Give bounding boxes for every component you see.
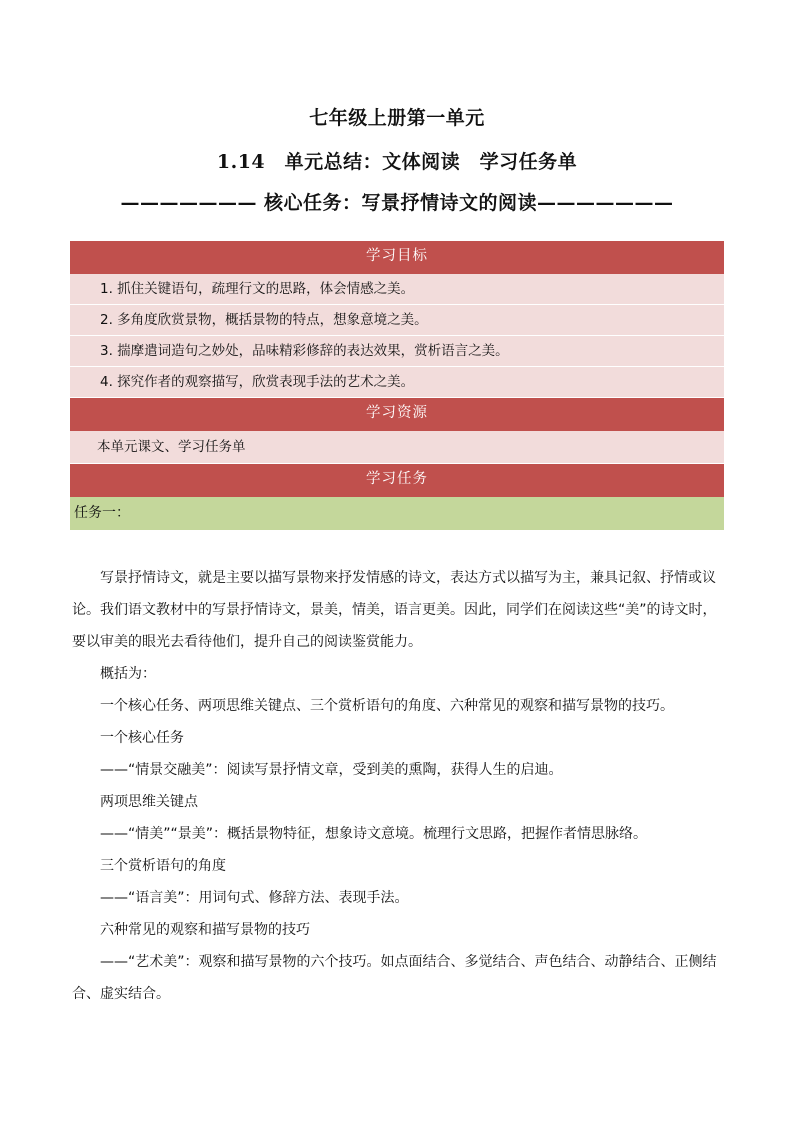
summary-label: 概括为： xyxy=(100,666,156,682)
point-heading: 两项思维关键点 xyxy=(100,794,198,810)
point-detail: ——“艺术美”：观察和描写景物的六个技巧。如点面结合、多觉结合、声色结合、动静结合、正侧结合、虚实结合。 xyxy=(72,954,717,1002)
core-task-title: ——————— 核心任务：写景抒情诗文的阅读——————— xyxy=(120,192,674,214)
unit-title: 七年级上册第一单元 xyxy=(309,107,485,129)
tasks-heading: 学习任务 xyxy=(70,464,724,497)
point-heading: 三个赏析语句的角度 xyxy=(100,858,226,874)
point-detail: ——“语言美”：用词句式、修辞方法、表现手法。 xyxy=(100,890,409,906)
summary-text: 一个核心任务、两项思维关键点、三个赏析语句的角度、六种常见的观察和描写景物的技巧。 xyxy=(100,698,674,714)
goals-heading: 学习目标 xyxy=(70,241,724,274)
goal-item: 4. 探究作者的观察描写，欣赏表现手法的艺术之美。 xyxy=(70,367,724,398)
lesson-title: 1.14 单元总结：文体阅读 学习任务单 xyxy=(216,151,578,173)
goal-item: 2. 多角度欣赏景物，概括景物的特点，想象意境之美。 xyxy=(70,305,724,336)
resources-heading: 学习资源 xyxy=(70,398,724,431)
point-heading: 一个核心任务 xyxy=(100,730,184,746)
point-heading: 六种常见的观察和描写景物的技巧 xyxy=(100,922,310,938)
goal-item: 3. 揣摩遣词造句之妙处，品味精彩修辞的表达效果，赏析语言之美。 xyxy=(70,336,724,367)
intro-paragraph: 写景抒情诗文，就是主要以描写景物来抒发情感的诗文，表达方式以描写为主，兼具记叙、抒情或议论。我们语文教材中的写景抒情诗文，景美，情美，语言更美。因此，同学们在阅读这些“美”的诗文时，要以审美的眼光去看待他们，提升自己的阅读鉴赏能力。 xyxy=(72,570,717,650)
goal-item: 1. 抓住关键语句，疏理行文的思路，体会情感之美。 xyxy=(70,274,724,305)
task-sheet-table xyxy=(70,241,724,530)
task-content xyxy=(72,562,724,1010)
point-detail: ——“情景交融美”：阅读写景抒情文章，受到美的熏陶，获得人生的启迪。 xyxy=(100,762,563,778)
point-detail: ——“情美”“景美”：概括景物特征，想象诗文意境。梳理行文思路，把握作者情思脉络。 xyxy=(100,826,648,842)
task-one-label: 任务一： xyxy=(70,497,724,530)
resources-text: 本单元课文、学习任务单 xyxy=(70,431,724,464)
